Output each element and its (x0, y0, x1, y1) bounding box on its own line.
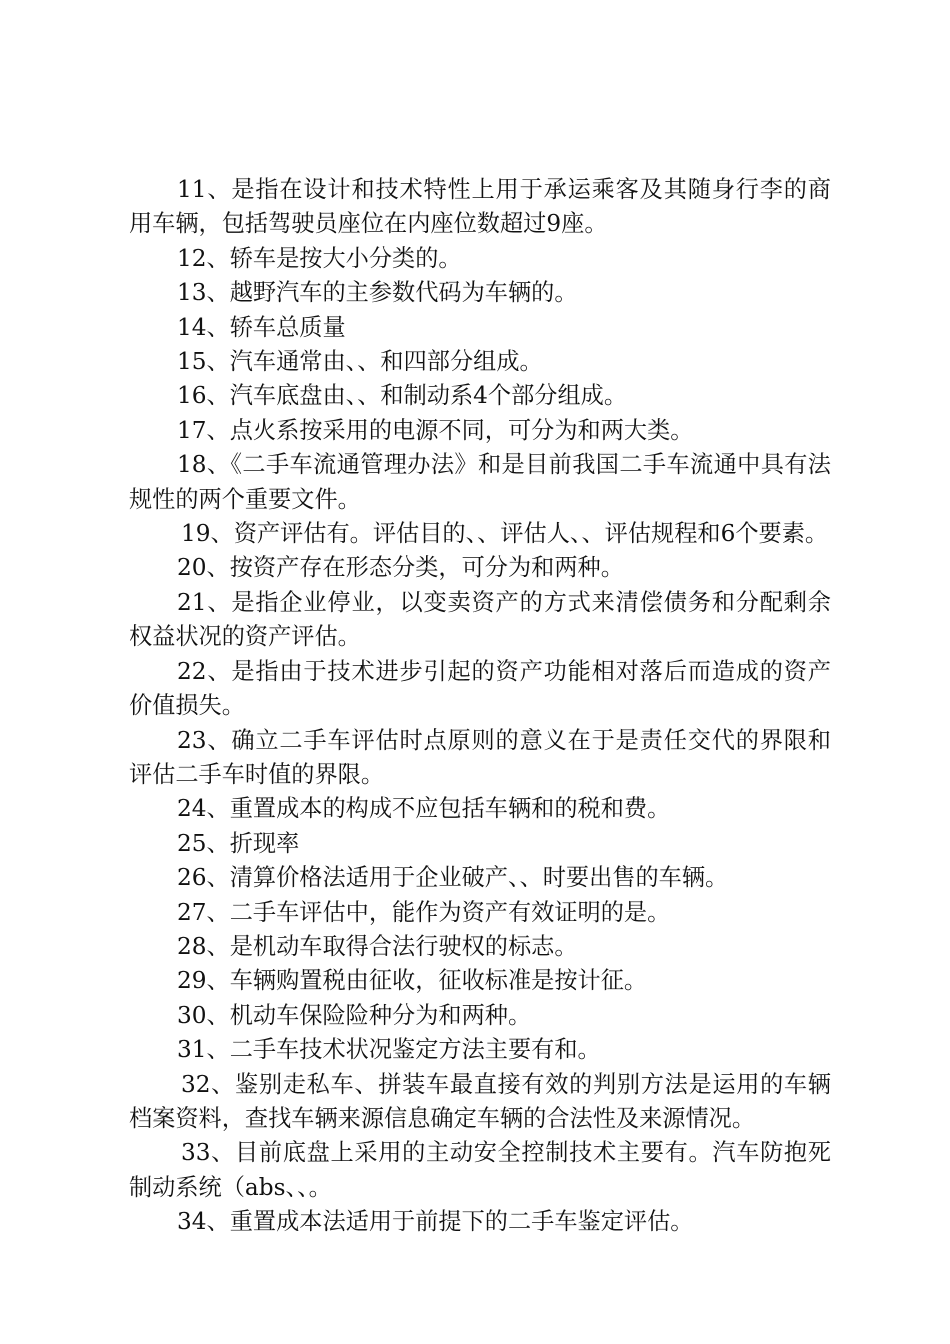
question-20: 20、按资产存在形态分类，可分为和两种。 (177, 554, 624, 582)
question-22: 22、是指由于技术进步引起的资产功能相对落后而造成的资产价值损失。 (129, 657, 831, 720)
question-11: 11、是指在设计和技术特性上用于承运乘客及其随身行李的商用车辆，包括驾驶员座位在内座位数超过9座。 (129, 176, 831, 238)
question-33: 33、目前底盘上采用的主动安全控制技术主要有。汽车防抱死制动系统（abs、、。 (129, 1139, 831, 1201)
question-28: 28、是机动车取得合法行驶权的标志。 (177, 932, 578, 960)
question-15: 15、汽车通常由、、和四部分组成。 (177, 348, 543, 376)
question-13: 13、越野汽车的主参数代码为车辆的。 (177, 279, 578, 307)
question-23: 23、确立二手车评估时点原则的意义在于是责任交代的界限和评估二手车时值的界限。 (129, 726, 831, 788)
question-29: 29、车辆购置税由征收，征收标准是按计征。 (177, 967, 648, 995)
question-26: 26、清算价格法适用于企业破产、、时要出售的车辆。 (177, 864, 729, 892)
question-12: 12、轿车是按大小分类的。 (177, 244, 462, 272)
question-30: 30、机动车保险险种分为和两种。 (177, 1001, 532, 1029)
question-18: 18、《二手车流通管理办法》和是目前我国二手车流通中具有法规性的两个重要文件。 (129, 451, 831, 513)
question-27: 27、二手车评估中，能作为资产有效证明的是。 (177, 898, 671, 926)
question-17: 17、点火系按采用的电源不同，可分为和两大类。 (177, 416, 694, 444)
question-34: 34、重置成本法适用于前提下的二手车鉴定评估。 (177, 1208, 694, 1236)
question-32: 32、鉴别走私车、拼装车最直接有效的判别方法是运用的车辆档案资料，查找车辆来源信息确定车辆的合法性及来源情况。 (129, 1070, 831, 1132)
question-25: 25、折现率 (177, 829, 300, 857)
document-page (129, 173, 831, 1240)
question-19: 19、资产评估有。评估目的、、评估人、、评估规程和6个要素。 (181, 520, 829, 548)
question-21: 21、是指企业停业，以变卖资产的方式来清偿债务和分配剩余权益状况的资产评估。 (129, 588, 831, 651)
question-31: 31、二手车技术状况鉴定方法主要有和。 (177, 1036, 601, 1064)
question-14: 14、轿车总质量 (177, 313, 346, 341)
question-16: 16、汽车底盘由、、和制动系4个部分组成。 (177, 382, 628, 410)
question-24: 24、重置成本的构成不应包括车辆和的税和费。 (177, 795, 671, 823)
